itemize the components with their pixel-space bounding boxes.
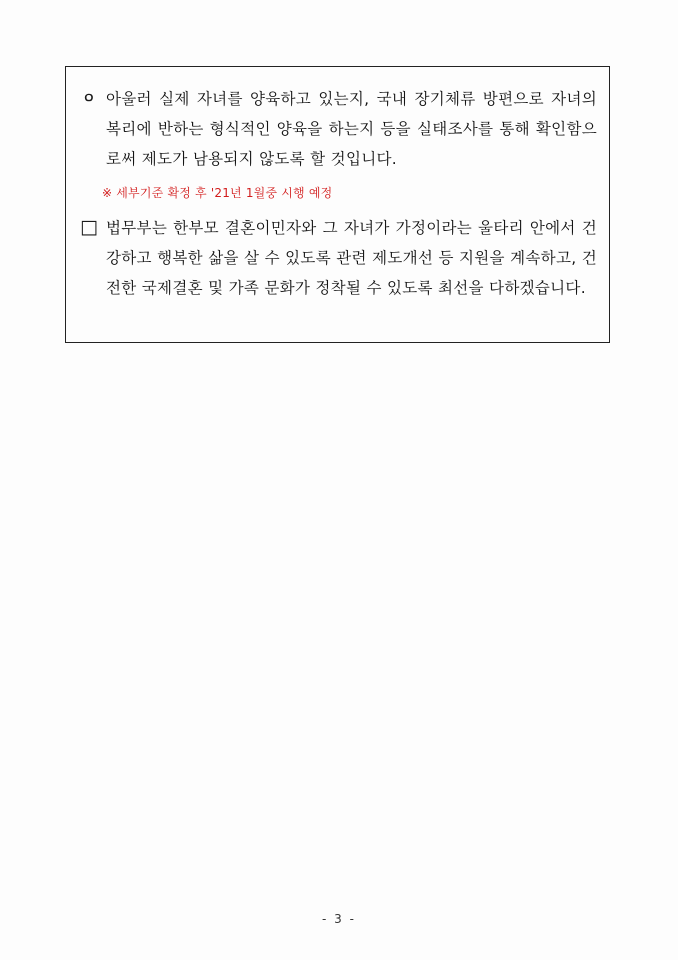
bullet-paragraph-implementation: [82, 84, 597, 174]
paragraph-text: 법무부는 한부모 결혼이민자와 그 자녀가 가정이라는 울타리 안에서 건강하고 행복한 삶을 살 수 있도록 관련 제도개선 등 지원을 계속하고, 건전한 국제결혼 및 가족 문화가 정착될 수 있도록 최선을 다하겠습니다.: [106, 219, 597, 297]
page-number: - 3 -: [322, 912, 356, 926]
bullet-paragraph-conclusion: [82, 213, 597, 303]
notice-box: [65, 66, 610, 343]
footnote-schedule: ※ 세부기준 확정 후 '21년 1월중 시행 예정: [102, 186, 333, 200]
circle-bullet-icon: ㅇ: [82, 91, 96, 107]
paragraph-text: 아울러 실제 자녀를 양육하고 있는지, 국내 장기체류 방편으로 자녀의 복리에 반하는 형식적인 양육을 하는지 등을 실태조사를 통해 확인함으로써 제도가 남용되지 않도록 할 것입니다.: [106, 90, 597, 168]
square-bullet-icon: □: [80, 216, 98, 238]
